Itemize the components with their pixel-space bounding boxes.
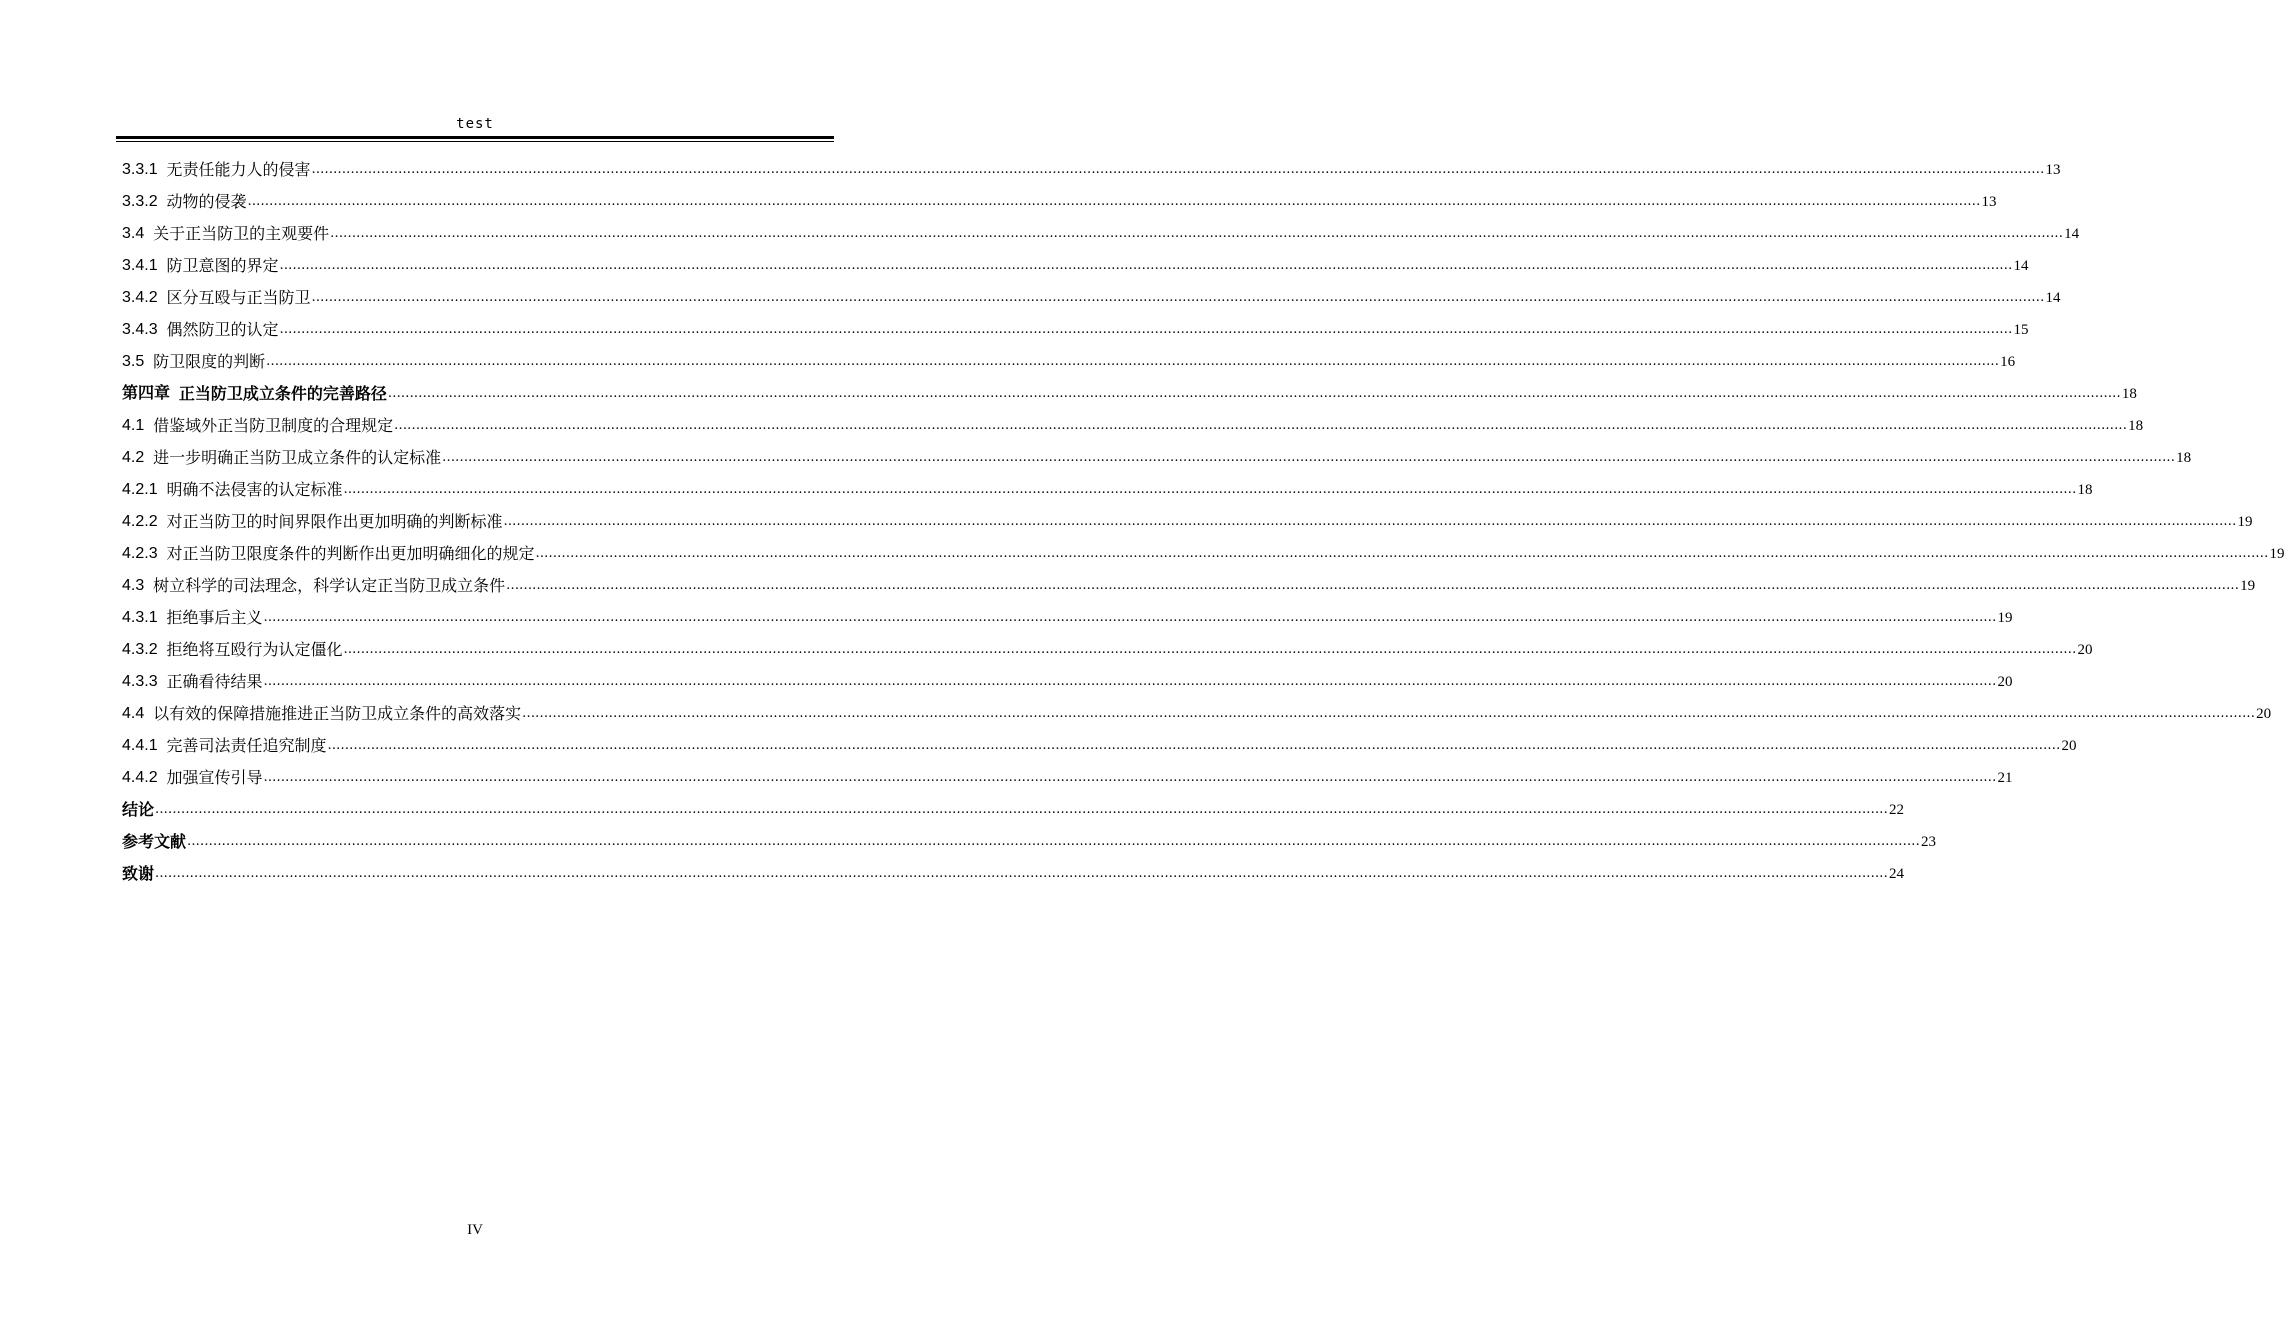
toc-entry-title: 动物的侵袭 — [166, 192, 247, 211]
table-of-contents — [122, 154, 2284, 890]
toc-entry[interactable] — [122, 346, 2016, 378]
toc-entry-title: 拒绝事后主义 — [166, 608, 263, 627]
toc-entry-page: 19 — [2237, 514, 2253, 530]
toc-dot-leader: ................................................................................................................................................................................................................................................................................................................................................................................................................ — [263, 674, 1997, 689]
toc-entry-title: 无责任能力人的侵害 — [166, 160, 311, 179]
toc-entry-page: 24 — [1888, 866, 1904, 882]
toc-entry[interactable] — [122, 730, 2077, 762]
toc-entry-number: 3.4.2 — [122, 289, 158, 306]
toc-entry-page: 16 — [2000, 354, 2016, 370]
toc-entry-number: 4.3.1 — [122, 609, 158, 626]
toc-entry[interactable] — [122, 314, 2029, 346]
toc-entry[interactable] — [122, 218, 2080, 250]
toc-dot-leader: ................................................................................................................................................................................................................................................................................................................................................................................................................ — [247, 194, 1981, 209]
toc-entry-number: 4.2.1 — [122, 481, 158, 498]
toc-dot-leader: ................................................................................................................................................................................................................................................................................................................................................................................................................ — [343, 482, 2077, 497]
toc-entry-number: 4.4.2 — [122, 769, 158, 786]
toc-entry[interactable] — [122, 250, 2029, 282]
toc-entry-spacer — [144, 218, 153, 250]
toc-dot-leader: ................................................................................................................................................................................................................................................................................................................................................................................................................ — [522, 706, 2256, 721]
toc-entry-page: 19 — [2269, 546, 2284, 562]
toc-entry[interactable] — [122, 858, 1904, 890]
toc-entry[interactable] — [122, 538, 2284, 570]
toc-entry-number: 3.3.1 — [122, 161, 158, 178]
toc-entry-title: 防卫限度的判断 — [153, 352, 266, 371]
toc-entry-title: 拒绝将互殴行为认定僵化 — [166, 640, 343, 659]
toc-entry-title: 以有效的保障措施推进正当防卫成立条件的高效落实 — [153, 704, 522, 723]
toc-entry-number: 3.3.2 — [122, 193, 158, 210]
toc-dot-leader: ................................................................................................................................................................................................................................................................................................................................................................................................................ — [263, 610, 1997, 625]
toc-entry[interactable] — [122, 506, 2253, 538]
toc-entry-number: 第四章 — [122, 385, 171, 402]
toc-entry-title: 加强宣传引导 — [166, 768, 263, 787]
toc-dot-leader: ................................................................................................................................................................................................................................................................................................................................................................................................................ — [187, 834, 1920, 849]
toc-entry-spacer — [158, 538, 167, 570]
toc-entry-page: 14 — [2064, 226, 2080, 242]
toc-entry-title: 正当防卫成立条件的完善路径 — [178, 384, 387, 403]
toc-dot-leader: ................................................................................................................................................................................................................................................................................................................................................................................................................ — [263, 770, 1997, 785]
toc-dot-leader: ................................................................................................................................................................................................................................................................................................................................................................................................................ — [327, 738, 2061, 753]
toc-entry-spacer — [158, 634, 167, 666]
toc-dot-leader: ................................................................................................................................................................................................................................................................................................................................................................................................................ — [394, 418, 2128, 433]
page-number: IV — [467, 1222, 483, 1238]
toc-dot-leader: ................................................................................................................................................................................................................................................................................................................................................................................................................ — [155, 866, 1888, 881]
toc-entry-page: 20 — [2077, 642, 2093, 658]
toc-entry-spacer — [158, 474, 167, 506]
toc-entry[interactable] — [122, 378, 2137, 410]
toc-entry[interactable] — [122, 826, 1936, 858]
toc-entry-title: 树立科学的司法理念，科学认定正当防卫成立条件 — [153, 576, 506, 595]
toc-entry-page: 20 — [2061, 738, 2077, 754]
toc-entry[interactable] — [122, 698, 2272, 730]
toc-entry[interactable] — [122, 154, 2061, 186]
toc-entry-number: 4.2 — [122, 449, 145, 466]
toc-entry[interactable] — [122, 634, 2093, 666]
toc-dot-leader: ................................................................................................................................................................................................................................................................................................................................................................................................................ — [503, 514, 2237, 529]
toc-entry-page: 19 — [2240, 578, 2256, 594]
toc-entry[interactable] — [122, 442, 2192, 474]
toc-dot-leader: ................................................................................................................................................................................................................................................................................................................................................................................................................ — [343, 642, 2077, 657]
toc-entry-number: 4.2.3 — [122, 545, 158, 562]
toc-entry-spacer — [158, 250, 167, 282]
toc-dot-leader: ................................................................................................................................................................................................................................................................................................................................................................................................................ — [311, 290, 2045, 305]
toc-entry-number: 4.3 — [122, 577, 145, 594]
toc-entry-page: 18 — [2176, 450, 2192, 466]
toc-entry[interactable] — [122, 794, 1904, 826]
toc-entry[interactable] — [122, 570, 2256, 602]
toc-entry-title: 正确看待结果 — [166, 672, 263, 691]
toc-entry-title: 进一步明确正当防卫成立条件的认定标准 — [153, 448, 442, 467]
toc-entry-page: 20 — [1997, 674, 2013, 690]
toc-dot-leader: ................................................................................................................................................................................................................................................................................................................................................................................................................ — [311, 162, 2045, 177]
toc-entry-title: 关于正当防卫的主观要件 — [153, 224, 330, 243]
toc-entry-page: 14 — [2045, 290, 2061, 306]
toc-entry-page: 23 — [1920, 834, 1936, 850]
toc-entry-title: 对正当防卫的时间界限作出更加明确的判断标准 — [166, 512, 503, 531]
header-rule-thin — [116, 141, 834, 142]
toc-entry-number: 4.4.1 — [122, 737, 158, 754]
toc-entry-page: 18 — [2121, 386, 2137, 402]
toc-dot-leader: ................................................................................................................................................................................................................................................................................................................................................................................................................ — [442, 450, 2176, 465]
toc-entry-spacer — [144, 346, 153, 378]
toc-entry-spacer — [158, 282, 167, 314]
toc-entry-title: 明确不法侵害的认定标准 — [166, 480, 343, 499]
toc-entry-page: 19 — [1997, 610, 2013, 626]
toc-dot-leader: ................................................................................................................................................................................................................................................................................................................................................................................................................ — [506, 578, 2240, 593]
toc-entry[interactable] — [122, 410, 2144, 442]
toc-entry-page: 18 — [2077, 482, 2093, 498]
toc-entry-spacer — [158, 314, 167, 346]
toc-entry[interactable] — [122, 666, 2013, 698]
toc-entry-title: 防卫意图的界定 — [166, 256, 279, 275]
toc-entry-page: 18 — [2128, 418, 2144, 434]
toc-entry-page: 13 — [2045, 162, 2061, 178]
toc-dot-leader: ................................................................................................................................................................................................................................................................................................................................................................................................................ — [279, 322, 2013, 337]
toc-entry-number: 4.1 — [122, 417, 145, 434]
toc-dot-leader: ................................................................................................................................................................................................................................................................................................................................................................................................................ — [279, 258, 2013, 273]
toc-entry-title: 偶然防卫的认定 — [166, 320, 279, 339]
toc-entry-title: 完善司法责任追究制度 — [166, 736, 327, 755]
toc-dot-leader: ................................................................................................................................................................................................................................................................................................................................................................................................................ — [155, 802, 1888, 817]
toc-dot-leader: ................................................................................................................................................................................................................................................................................................................................................................................................................ — [266, 354, 2000, 369]
toc-dot-leader: ................................................................................................................................................................................................................................................................................................................................................................................................................ — [330, 226, 2064, 241]
page-header-text: test — [456, 116, 494, 132]
toc-entry[interactable] — [122, 762, 2013, 794]
toc-entry-page: 21 — [1997, 770, 2013, 786]
toc-entry-title: 借鉴域外正当防卫制度的合理规定 — [153, 416, 394, 435]
toc-entry-number: 4.3.3 — [122, 673, 158, 690]
toc-entry-spacer — [144, 570, 153, 602]
toc-entry-spacer — [158, 506, 167, 538]
toc-entry-page: 20 — [2256, 706, 2272, 722]
toc-entry-page: 22 — [1888, 802, 1904, 818]
toc-entry-number: 4.4 — [122, 705, 145, 722]
toc-entry-number: 4.3.2 — [122, 641, 158, 658]
toc-entry-spacer — [158, 602, 167, 634]
toc-entry[interactable] — [122, 186, 1997, 218]
toc-entry-spacer — [158, 666, 167, 698]
toc-entry-number: 3.4.3 — [122, 321, 158, 338]
toc-entry-page: 15 — [2013, 322, 2029, 338]
toc-entry-spacer — [144, 442, 153, 474]
toc-entry-spacer — [144, 410, 153, 442]
toc-entry-title: 结论 — [122, 800, 155, 819]
toc-entry-title: 参考文献 — [122, 832, 187, 851]
toc-entry-title: 区分互殴与正当防卫 — [166, 288, 311, 307]
toc-entry-page: 13 — [1981, 194, 1997, 210]
toc-entry[interactable] — [122, 602, 2013, 634]
toc-entry-spacer — [158, 730, 167, 762]
toc-entry-spacer — [158, 762, 167, 794]
toc-entry-spacer — [144, 698, 153, 730]
toc-entry[interactable] — [122, 474, 2093, 506]
toc-entry-title: 致谢 — [122, 864, 155, 883]
toc-entry-number: 3.4.1 — [122, 257, 158, 274]
toc-dot-leader: ................................................................................................................................................................................................................................................................................................................................................................................................................ — [387, 386, 2121, 401]
toc-entry-spacer — [158, 154, 167, 186]
toc-entry[interactable] — [122, 282, 2061, 314]
toc-entry-page: 14 — [2013, 258, 2029, 274]
toc-entry-number: 4.2.2 — [122, 513, 158, 530]
toc-entry-number: 3.5 — [122, 353, 145, 370]
toc-entry-number: 3.4 — [122, 225, 145, 242]
toc-dot-leader: ................................................................................................................................................................................................................................................................................................................................................................................................................ — [535, 546, 2269, 561]
toc-entry-title: 对正当防卫限度条件的判断作出更加明确细化的规定 — [166, 544, 535, 563]
header-rule-thick — [116, 136, 834, 139]
toc-entry-spacer — [170, 378, 179, 410]
toc-entry-spacer — [158, 186, 167, 218]
